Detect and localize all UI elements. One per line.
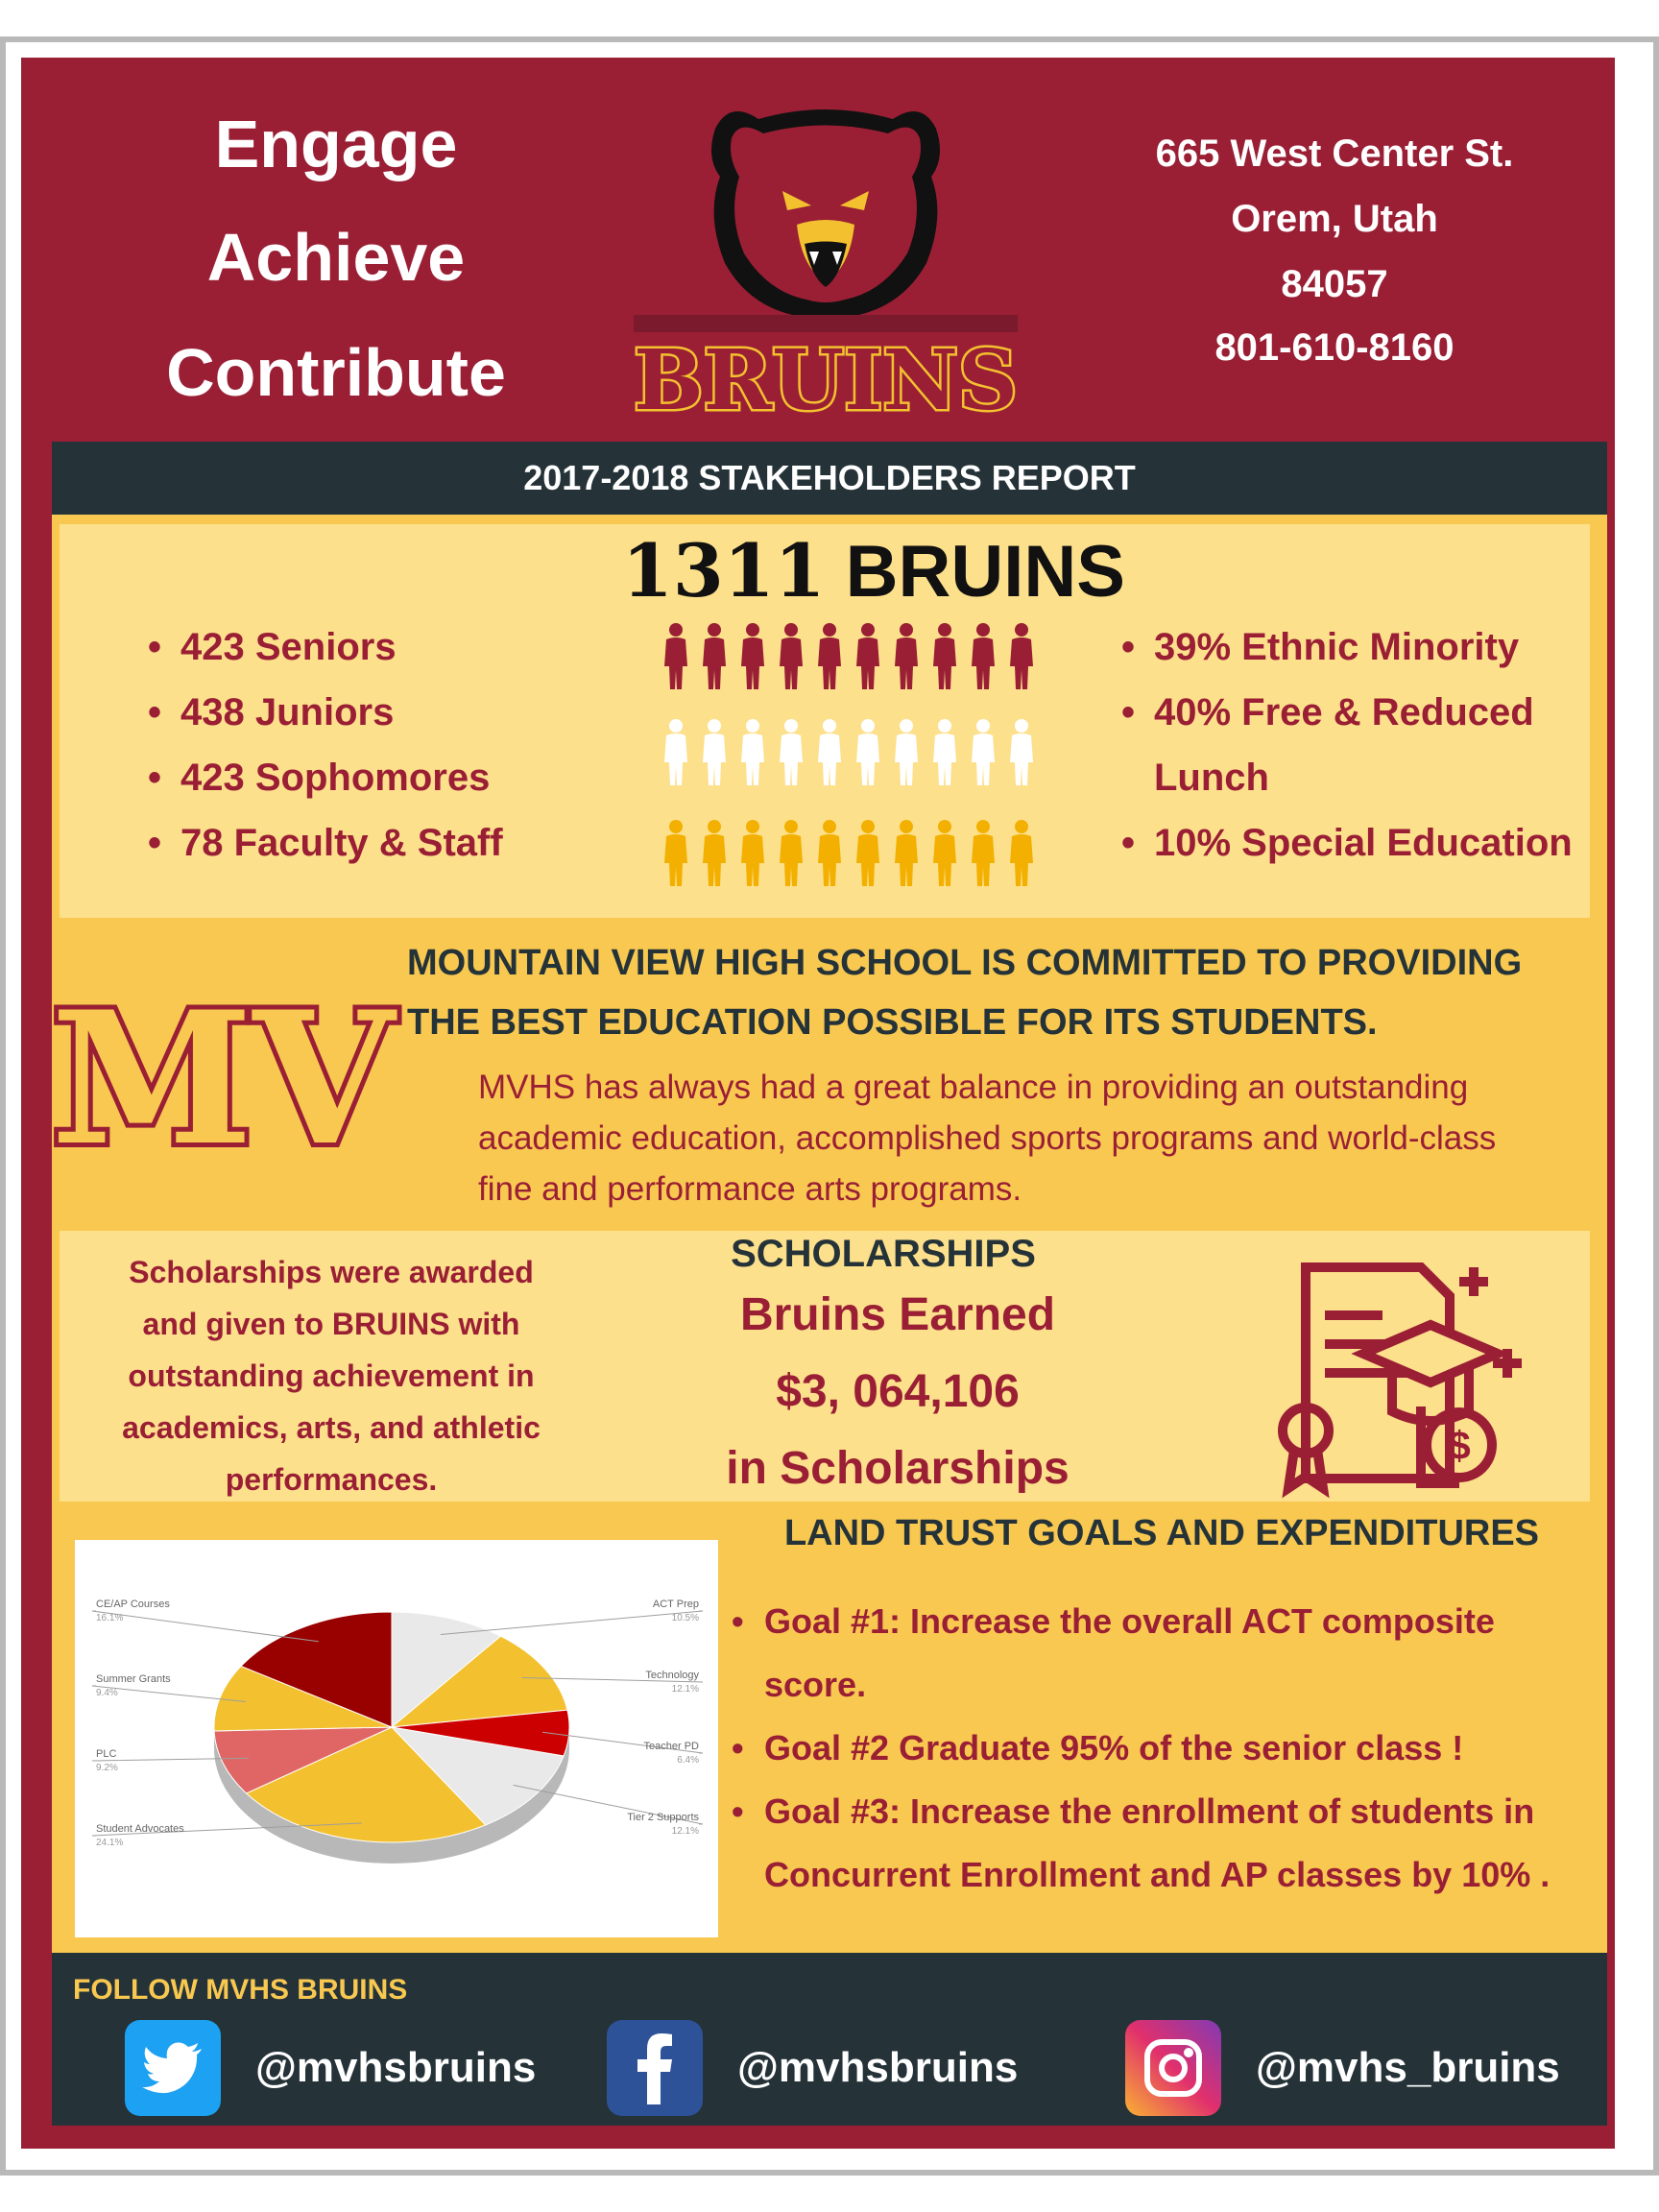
follow-heading: FOLLOW MVHS BRUINS xyxy=(73,1974,408,2006)
slogan-achieve: Achieve xyxy=(206,220,466,295)
mv-logo xyxy=(51,972,395,1190)
pie-category-label: Summer Grants xyxy=(96,1673,171,1685)
pie-value-label: 9.4% xyxy=(96,1688,118,1698)
address-city: Orem, Utah xyxy=(1231,198,1438,240)
scholarship-heading: SCHOLARSHIPS xyxy=(731,1233,1036,1275)
twitter-link[interactable] xyxy=(125,2020,536,2116)
goal-item-continuation: score. xyxy=(764,1665,867,1704)
twitter-icon[interactable] xyxy=(125,2020,221,2116)
enrollment-list xyxy=(148,614,503,876)
pie-value-label: 16.1% xyxy=(96,1613,124,1623)
student-count-title xyxy=(576,528,1171,613)
instagram-handle[interactable]: @mvhs_bruins xyxy=(1256,2044,1560,2091)
slogan-contribute: Contribute xyxy=(166,335,506,410)
goal-item: • Goal #3: Increase the enrollment of students in xyxy=(732,1780,1596,1843)
demographics-list xyxy=(1121,614,1573,876)
list-item: • 40% Free & Reduced xyxy=(1121,680,1573,745)
pie-value-label: 9.2% xyxy=(96,1763,118,1773)
scholarship-icon xyxy=(1267,1258,1536,1498)
pie-category-label: ACT Prep xyxy=(652,1599,699,1610)
scholarship-description: Scholarships were awarded and given to BRUINS with outstanding achievement in academics, arts, and athletic performances. xyxy=(122,1255,541,1497)
pie-value-label: 6.4% xyxy=(677,1755,699,1766)
pie-category-label: Student Advocates xyxy=(96,1823,184,1835)
address-phone: 801-610-8160 xyxy=(1214,326,1455,369)
bruins-wordmark: BRUINS xyxy=(633,332,1019,429)
goals-list xyxy=(732,1590,1596,1907)
list-item: • 78 Faculty & Staff xyxy=(148,810,503,876)
facebook-link[interactable] xyxy=(607,2020,1018,2116)
svg-text:MV: MV xyxy=(51,972,395,1186)
list-item: • 10% Special Education xyxy=(1121,810,1573,876)
facebook-handle[interactable]: @mvhsbruins xyxy=(737,2044,1019,2091)
goal-item: • Goal #1: Increase the overall ACT composite xyxy=(732,1590,1596,1653)
pie-value-label: 10.5% xyxy=(671,1613,699,1623)
pie-leader-line xyxy=(92,1611,319,1642)
pie-category-label: PLC xyxy=(96,1748,117,1760)
address-zip: 84057 xyxy=(1281,263,1388,305)
pie-value-label: 12.1% xyxy=(671,1684,699,1695)
list-item-continuation: Lunch xyxy=(1154,757,1269,799)
list-item: • 438 Juniors xyxy=(148,680,503,745)
svg-text:$: $ xyxy=(1448,1423,1471,1468)
facebook-icon[interactable] xyxy=(607,2020,703,2116)
mission-body: MVHS has always had a great balance in providing an outstanding academic education, accomplished sports programs and world-class fine and performance arts programs. xyxy=(478,1069,1497,1208)
pie-category-label: Technology xyxy=(645,1670,699,1681)
student-count-number: 1311 xyxy=(621,528,826,613)
instagram-link[interactable] xyxy=(1125,2020,1560,2116)
pie-category-label: Teacher PD xyxy=(643,1741,699,1752)
people-icons xyxy=(664,622,1048,901)
scholarship-amount: Bruins Earned $3, 064,106 in Scholarships xyxy=(726,1289,1070,1494)
report-title: 2017-2018 STAKEHOLDERS REPORT xyxy=(52,442,1607,515)
pie-category-label: CE/AP Courses xyxy=(96,1599,170,1610)
list-item: • 423 Seniors xyxy=(148,614,503,680)
student-count-word: BRUINS xyxy=(845,531,1125,613)
people-row-white xyxy=(664,719,1033,785)
slogan-engage: Engage xyxy=(214,107,458,181)
expenditure-pie-chart xyxy=(75,1540,718,1937)
address-street: 665 West Center St. xyxy=(1155,132,1514,175)
pie-value-label: 12.1% xyxy=(671,1826,699,1837)
people-row-maroon xyxy=(664,623,1033,689)
people-row-gold xyxy=(664,820,1033,886)
land-trust-heading: LAND TRUST GOALS AND EXPENDITURES xyxy=(783,1513,1540,1553)
list-item: • 39% Ethnic Minority xyxy=(1121,614,1573,680)
pie-chart-svg xyxy=(75,1540,718,1937)
bruin-bear-logo xyxy=(614,100,1037,436)
goal-item: • Goal #2 Graduate 95% of the senior class ! xyxy=(732,1717,1596,1780)
pie-value-label: 24.1% xyxy=(96,1838,124,1848)
pie-category-label: Tier 2 Supports xyxy=(627,1812,699,1823)
twitter-handle[interactable]: @mvhsbruins xyxy=(255,2044,537,2091)
instagram-icon[interactable] xyxy=(1125,2020,1221,2116)
goal-item-continuation: Concurrent Enrollment and AP classes by 10% . xyxy=(764,1855,1551,1894)
mission-heading: MOUNTAIN VIEW HIGH SCHOOL IS COMMITTED TO PROVIDING THE BEST EDUCATION POSSIBLE FOR ITS STUDENTS. xyxy=(407,943,1523,1043)
list-item: • 423 Sophomores xyxy=(148,745,503,810)
pie-leader-line xyxy=(441,1611,703,1635)
